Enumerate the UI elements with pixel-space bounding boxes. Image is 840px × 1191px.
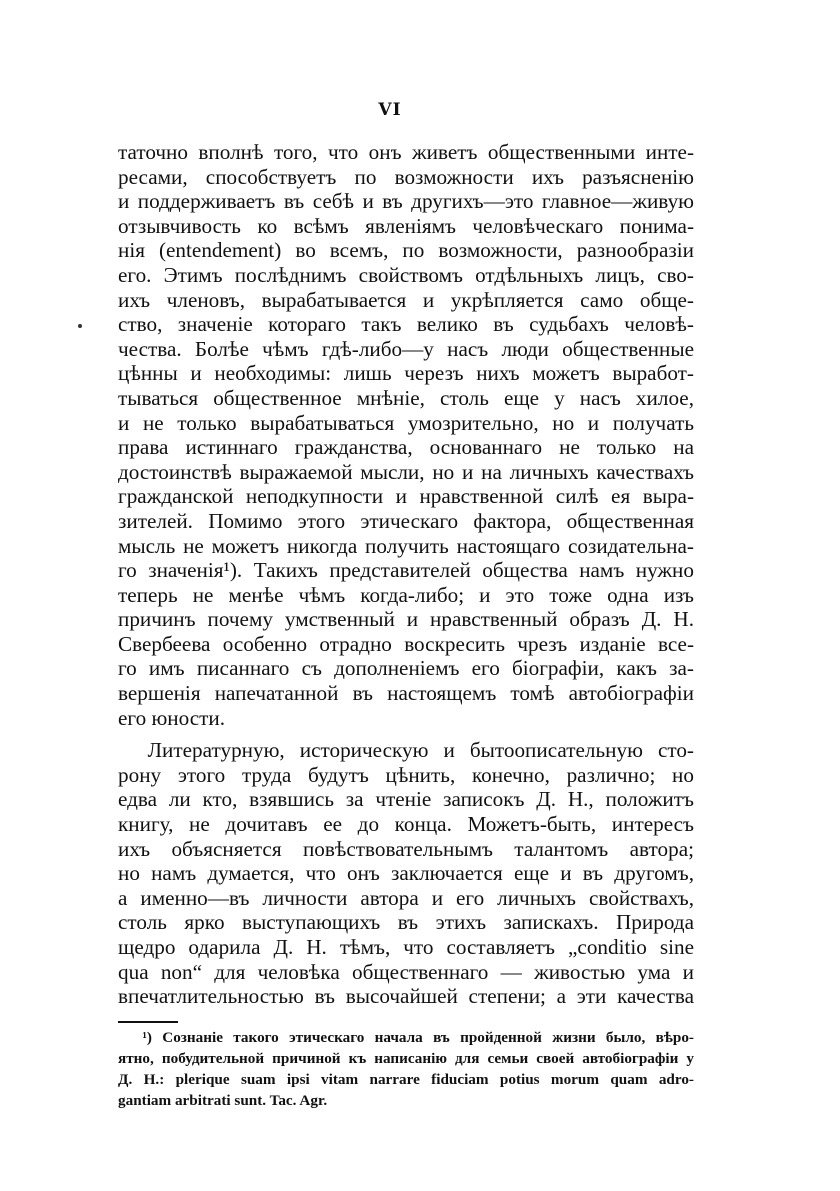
text-line: зителей. Помимо этого этическаго фактора, общественная [118,508,694,533]
text-line: и поддерживаетъ въ себѣ и въ другихъ—это главное—живую [118,189,694,214]
margin-ink-mark [78,324,82,328]
text-line: отзывчивость ко всѣмъ явленіямъ человѣческаго понима- [118,213,694,238]
text-line: го имъ писаннаго съ дополненіемъ его біографіи, какъ за- [118,656,694,681]
text-line: нія (entendement) во всемъ, по возможности, разнообразіи [118,238,694,263]
footnote-line: ¹) Сознаніе такого этическаго начала въ пройденной жизни было, вѣро- [142,1029,694,1046]
text-line: достоинствѣ выражаемой мысли, но и на личныхъ качествахъ [118,459,694,484]
text-line: причинъ почему умственный и нравственный образъ Д. Н. [118,607,694,632]
text-line: его. Этимъ послѣднимъ свойствомъ отдѣльныхъ лицъ, сво- [118,262,694,287]
text-line: права истиннаго гражданства, основаннаго не только на [118,435,694,460]
footnote [118,1027,694,1111]
text-line: столь ярко выступающихъ въ этихъ запискахъ. Природа [118,910,694,935]
footnote-line: ятно, побудительной причиной къ написанію для семьи своей автобіографіи у [118,1050,694,1067]
text-line: но намъ думается, что онъ заключается еще и въ другомъ, [118,861,694,886]
text-line: вершенія напечатанной въ настоящемъ томѣ автобіографіи [118,681,694,706]
text-line: цѣнны и необходимы: лишь черезъ нихъ можетъ выработ- [118,361,694,386]
paragraph-2 [118,738,694,1009]
text-line: теперь не менѣе чѣмъ когда-либо; и это тоже одна изъ [118,582,694,607]
paragraph-1 [118,140,694,730]
text-line: и не только вырабатываться умозрительно, но и получать [118,410,694,435]
text-line: го значенія¹). Такихъ представителей общества намъ нужно [118,558,694,583]
text-line: мысль не можетъ никогда получить настоящаго созидательна- [118,533,694,558]
footnote-rule [118,1021,178,1023]
text-line: qua non“ для человѣка общественнаго — живостью ума и [118,959,694,984]
text-line: книгу, не дочитавъ ее до конца. Можетъ-быть, интересъ [118,812,694,837]
footnote-line: gantiam arbitrati sunt. Tac. Agr. [118,1092,328,1109]
text-line: рону этого труда будутъ цѣнить, конечно, различно; но [118,762,694,787]
paragraph-gap [118,730,694,738]
text-line: ихъ объясняется повѣствовательнымъ талантомъ автора; [118,836,694,861]
text-line: ихъ членовъ, вырабатывается и укрѣпляется само обще- [118,287,694,312]
text-line: едва ли кто, взявшись за чтеніе записокъ Д. Н., положитъ [118,787,694,812]
text-line: Литературную, историческую и бытоописательную сто- [147,738,694,763]
text-line: ресами, способствуетъ по возможности ихъ разъясненію [118,164,694,189]
text-line: гражданской неподкупности и нравственной силѣ ея выра- [118,484,694,509]
text-line: таточно вполнѣ того, что онъ живетъ общественными инте- [118,140,694,164]
page-number: VI [378,100,402,120]
text-line: впечатлительностью въ высочайшей степени; а эти качества [118,984,694,1009]
text-line: тываться общественное мнѣніе, столь еще у насъ хилое, [118,385,694,410]
text-line: чества. Болѣе чѣмъ гдѣ-либо—у насъ люди общественные [118,336,694,361]
footnote-line: Д. Н.: plerique suam ipsi vitam narrare fiduciam potius morum quam adro- [118,1071,694,1088]
main-text [118,140,694,1009]
text-line: его юности. [118,705,226,730]
text-line: ство, значеніе котораго такъ велико въ судьбахъ человѣ- [118,312,694,337]
text-line: щедро одарила Д. Н. тѣмъ, что составляетъ „conditio sine [118,935,694,959]
text-line: а именно—въ личности автора и его личныхъ свойствахъ, [118,885,694,910]
text-line: Свербеева особенно отрадно воскресить чрезъ изданіе все- [118,631,694,656]
